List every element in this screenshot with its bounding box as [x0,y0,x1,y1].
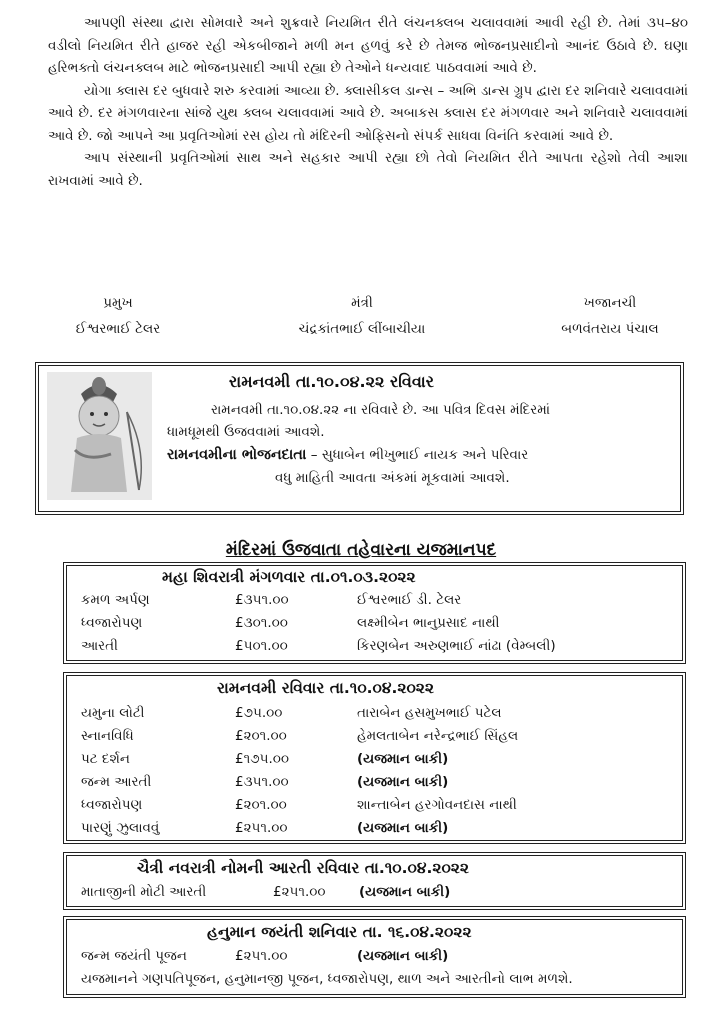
festival-item: ધ્વજારોપણ [81,797,143,813]
festival-amount: £૧૭૫.૦૦ [235,751,290,767]
signatory-role: મંત્રી [351,295,373,311]
festival-amount: £૭૫.૦૦ [235,705,283,721]
festival-item: આરતી [81,638,118,654]
signatory-name: ચંદ્રકાંતભાઈ લીંબાચીયા [298,321,426,337]
festival-item: ધ્વજારોપણ [81,615,143,631]
festival-box-hanuman [66,919,683,995]
signatory-treasurer [520,290,700,342]
festival-footer-note: યજમાનને ગણપતિપૂજન, હનુમાનજી પૂજન, ધ્વજારોપણ, થાળ અને આરતીનો લાભ મળશે. [81,971,573,987]
festival-amount: £૨૫૧.૦૦ [273,884,326,900]
signatory-name: બળવંતરાય પંચાલ [561,321,659,337]
lord-rama-child-illustration [47,372,152,500]
ramnavami-notice-title: રામનવમી તા.૧૦.૦૪.૨૨ રવિવાર [229,372,434,391]
festival-heading: ચૈત્રી નવરાત્રી નોમની આરતી રવિવાર તા.૧૦.૦૪.૨૦૨૨ [137,859,469,877]
signatory-role: ખજાનચી [583,295,637,311]
ramnavami-notice-box [38,365,681,512]
festival-item: જન્મ આરતી [81,774,152,790]
festival-sponsor: લક્ષ્મીબેન ભાનુપ્રસાદ નાથી [357,615,500,631]
festival-amount: £૨૦૧.૦૦ [235,728,287,744]
signatory-secretary [262,290,462,342]
festival-sponsor: તારાબેન હસમુખભાઈ પટેલ [357,705,502,721]
festival-sponsor-pending: (યજમાન બાકી) [357,751,449,767]
signatory-president [28,290,208,342]
ramnavami-sponsor-line [167,447,528,463]
festival-sponsor-pending: (યજમાન બાકી) [359,884,451,900]
festival-amount: £૩૦૧.૦૦ [235,615,288,631]
festival-sponsor: શાન્તાબેન હરગોવનદાસ નાથી [357,797,517,813]
festival-amount: £૩૫૧.૦૦ [235,774,289,790]
festival-heading: હનુમાન જયંતી શનિવાર તા. ૧૬.૦૪.૨૦૨૨ [207,923,472,941]
lord-rama-child-image [47,372,152,500]
ramnavami-notice-line: ધામધૂમથી ઉજવવામાં આવશે. [167,424,325,440]
ramnavami-notice-line: વધુ માહિતી આવતા અંકમાં મૂકવામાં આવશે. [275,470,510,486]
festival-amount: £૩૫૧.૦૦ [235,592,289,608]
festival-sponsor-pending: (યજમાન બાકી) [357,774,449,790]
festival-box-navratri [66,855,683,907]
intro-text [48,12,688,192]
intro-paragraph-classes: યોગા ક્લાસ દર બુધવારે શરુ કરવામાં આવ્યા છે. ક્લાસીકલ ડાન્સ – અભિ ડાન્સ ગ્રુપ દ્વારા દર શનિવારે ચલાવવામાં આવે છે. દર મંગળવારના સાંજે યુથ ક્લબ ચલાવવામાં આવે છે. અબાકસ ક્લાસ દર મંગળવાર અને શનિવારે ચલાવવામાં આવે છે. જો આપને આ પ્રવૃતિઓમાં રસ હોય તો મંદિરની ઓફિસનો સંપર્ક સાધવા વિનંતિ કરવામાં આવે છે. [48,82,688,144]
festival-item: સ્નાનવિધિ [81,728,134,744]
festival-box-ramnavami [66,675,683,841]
festival-sponsor: ઈશ્વરભાઈ ડી. ટેલર [357,592,462,608]
festival-amount: £૨૦૧.૦૦ [235,797,287,813]
festival-amount: £૫૦૧.૦૦ [235,638,288,654]
ramnavami-notice-line: રામનવમી તા.૧૦.૦૪.૨૨ ના રવિવારે છે. આ પવિત્ર દિવસ મંદિરમાં [211,402,551,418]
festival-item: યમુના લોટી [81,705,145,721]
signatory-role: પ્રમુખ [103,295,133,311]
festival-sponsor: કિરણબેન અરુણભાઈ નાંઢા (વેમ્બલી) [357,638,556,654]
festival-item: કમળ અર્પણ [81,592,150,608]
festival-sponsor: હેમલતાબેન નરેન્દ્રભાઈ સિંહલ [357,728,519,744]
festival-item: માતાજીની મોટી આરતી [81,884,207,900]
festival-sponsor-pending: (યજમાન બાકી) [357,820,449,836]
festival-heading: મહા શિવરાત્રી મંગળવાર તા.૦૧.૦૩.૨૦૨૨ [162,568,416,586]
signatory-name: ઈશ્વરભાઈ ટેલર [75,321,161,337]
festival-box-shivratri [66,565,683,661]
festival-heading: રામનવમી રવિવાર તા.૧૦.૦૪.૨૦૨૨ [217,679,434,697]
intro-paragraph-lunch-club: આપણી સંસ્થા દ્વારા સોમવારે અને શુક્રવારે નિયમિત રીતે લંચનક્લબ ચલાવવામાં આવી રહી છે. તેમાં ૩૫–૪૦ વડીલો નિયમિત રીતે હાજર રહી એકબીજાને મળી મન હળવું કરે છે તેમજ ભોજનપ્રસાદીનો આનંદ ઉઠાવે છે. ઘણા હરિભક્તો લંચનક્લબ માટે ભોજનપ્રસાદી આપી રહ્યા છે તેઓને ધન્યવાદ પાઠવવામાં આવે છે. [48,15,688,76]
section-title: મંદિરમાં ઉજવાતા તહેવારના યજમાનપદ [225,540,497,560]
ramnavami-sponsor-label: રામનવમીના ભોજનદાતા [167,447,307,463]
ramnavami-sponsor-value: – સુધાબેન ભીખુભાઈ નાયક અને પરિવાર [306,447,529,463]
festival-item: પટ દર્શન [81,751,130,767]
festival-item: જન્મ જયંતી પૂજન [81,948,187,964]
festival-sponsor-pending: (યજમાન બાકી) [357,948,449,964]
festival-item: પારણું ઝુલાવવું [81,820,160,836]
intro-paragraph-closing: આપ સંસ્થાની પ્રવૃતિઓમાં સાથ અને સહકાર આપી રહ્યા છો તેવો નિયમિત રીતે આપતા રહેશો તેવી આશા રાખવામાં આવે છે. [48,150,688,189]
festival-amount: £૨૫૧.૦૦ [235,820,288,836]
festival-amount: £૨૫૧.૦૦ [235,948,288,964]
